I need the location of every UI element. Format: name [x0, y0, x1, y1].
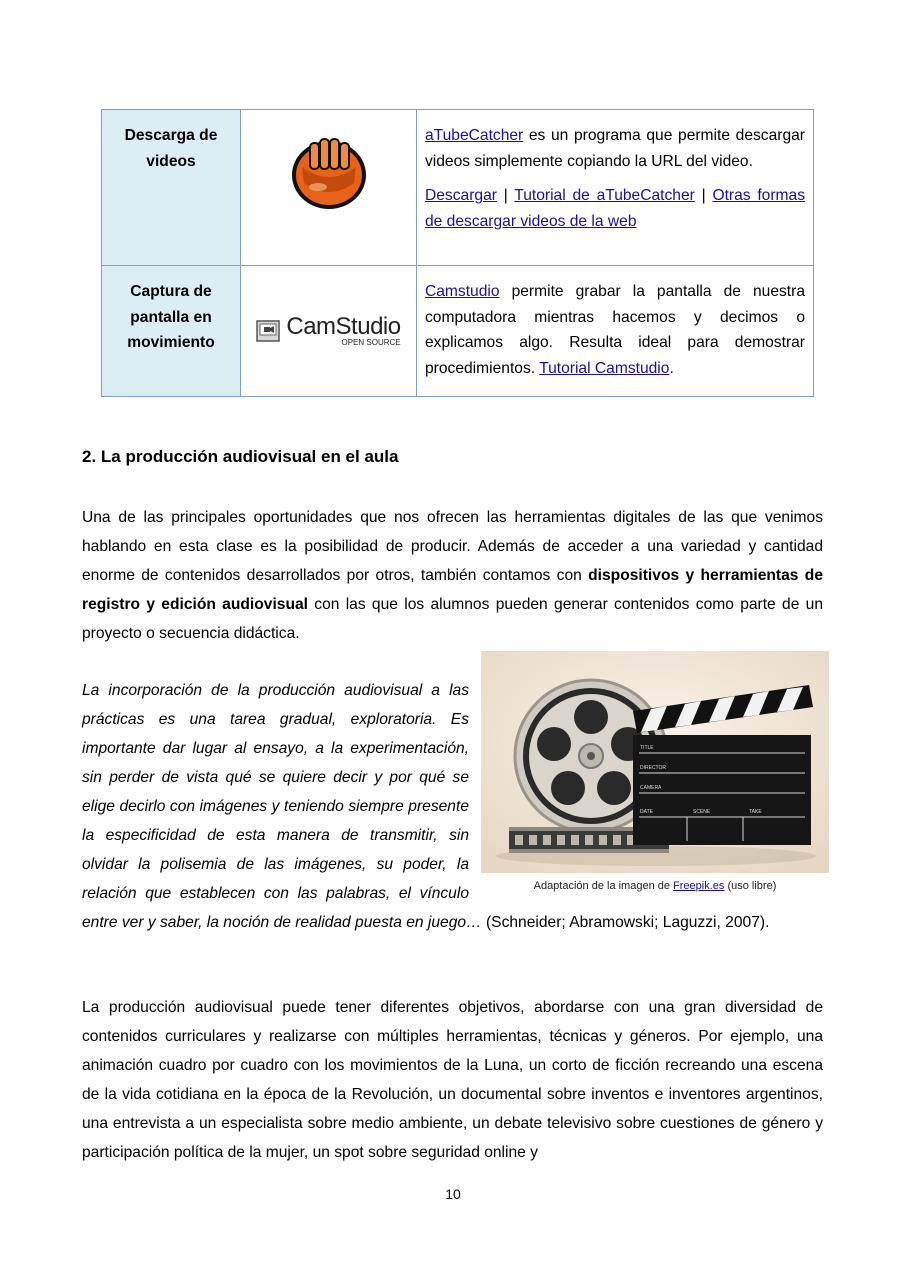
figure-caption: [481, 879, 829, 893]
clapper-label-camera: CAMERA: [640, 785, 662, 791]
paragraph: [82, 503, 823, 648]
paragraph-text: con las que los alumnos pueden generar contenidos como parte de un proyecto o secuencia didáctica.: [82, 596, 824, 642]
separator: |: [694, 187, 713, 205]
description-cell: [417, 110, 814, 266]
atubecatcher-link[interactable]: aTubeCatcher: [425, 127, 524, 144]
separator: |: [496, 187, 515, 205]
paragraph-text: Una de las principales oportunidades que nos ofrecen las herramientas digitales de las que venimos hablando en esta clase es la posibilidad de producir. Además de acceder a una variedad y cantidad enorme de contenidos desarrollados por otros, también contamos con: [82, 509, 823, 584]
caption-text: (uso libre): [724, 880, 777, 892]
table-row: [102, 266, 814, 397]
clapper-label-scene: SCENE: [693, 809, 711, 815]
description-text: es un programa que permite descargar videos simplemente copiando la URL del video.: [425, 127, 805, 170]
clapper-label-take: TAKE: [749, 809, 762, 815]
section-heading: 2. La producción audiovisual en el aula: [82, 447, 399, 466]
figure: [481, 651, 829, 893]
clapper-label-date: DATE: [640, 809, 653, 815]
other-download-methods-link[interactable]: Otras formas de descargar videos de la web: [425, 187, 805, 230]
caption-text: Adaptación de la imagen de: [533, 880, 674, 892]
tutorial-atubecatcher-link[interactable]: Tutorial de aTubeCatcher: [514, 187, 695, 205]
bold-text: dispositivos y herramientas de registro y edición audiovisual: [82, 567, 823, 613]
quote-block: [82, 676, 823, 937]
logo-cell: [241, 266, 417, 397]
quote-italic-text: La incorporación de la producción audiovisual a las prácticas es una tarea gradual, exploratoria. Es importante dar lugar al ensayo, a la experimentación, sin perder de vista qué se quiere decir y por qué se elige decirlo con imágenes y teniendo siempre presente la especificidad de esta manera de transmitir, sin olvidar la polisemia de las imágenes, su poder, la relación que establecen con las palabras, el vínculo entre ver y saber, la noción de realidad puesta en juego…: [82, 682, 482, 931]
clapper-label-director: DIRECTOR: [640, 765, 667, 771]
tools-table: [101, 109, 814, 397]
category-cell: Captura de pantalla en movimiento: [102, 266, 241, 397]
atubecatcher-logo-icon: [288, 135, 370, 211]
download-link[interactable]: Descargar: [425, 187, 497, 205]
quote-citation: (Schneider; Abramowski; Laguzzi, 2007).: [481, 914, 770, 931]
freepik-link[interactable]: Freepik.es: [673, 880, 725, 892]
tutorial-camstudio-link[interactable]: Tutorial Camstudio: [539, 359, 670, 377]
camstudio-link[interactable]: Camstudio: [425, 283, 500, 300]
camstudio-logo-icon: [256, 320, 280, 342]
table-row: [102, 110, 814, 266]
period: .: [669, 359, 674, 377]
camstudio-logo: [242, 315, 415, 347]
logo-cell: [241, 110, 417, 266]
camstudio-logo-subtext: OPEN SOURCE: [341, 338, 401, 348]
description-text: permite grabar la pantalla de nuestra computadora mientras hacemos y decimos o explicamos algo. Resulta ideal para demostrar procedimientos.: [425, 283, 805, 377]
page-number: 10: [445, 1186, 461, 1202]
camstudio-logo-text: CamStudio: [286, 313, 401, 341]
clapper-label-title: TITLE: [640, 745, 654, 751]
film-reel-clapperboard-image: [481, 651, 829, 873]
category-cell: Descarga de videos: [102, 110, 241, 266]
paragraph: La producción audiovisual puede tener diferentes objetivos, abordarse con una gran diversidad de contenidos curriculares y realizarse con múltiples herramientas, técnicas y géneros. Por ejemplo, una animación cuadro por cuadro con los movimientos de la Luna, un corto de ficción recreando una escena de la vida cotidiana en la época de la Revolución, un documental sobre inventos e inventores argentinos, una entrevista a un especialista sobre medio ambiente, un debate televisivo sobre cuestiones de género y participación política de la mujer, un spot sobre seguridad online y: [82, 999, 823, 1161]
description-cell: [417, 266, 814, 397]
